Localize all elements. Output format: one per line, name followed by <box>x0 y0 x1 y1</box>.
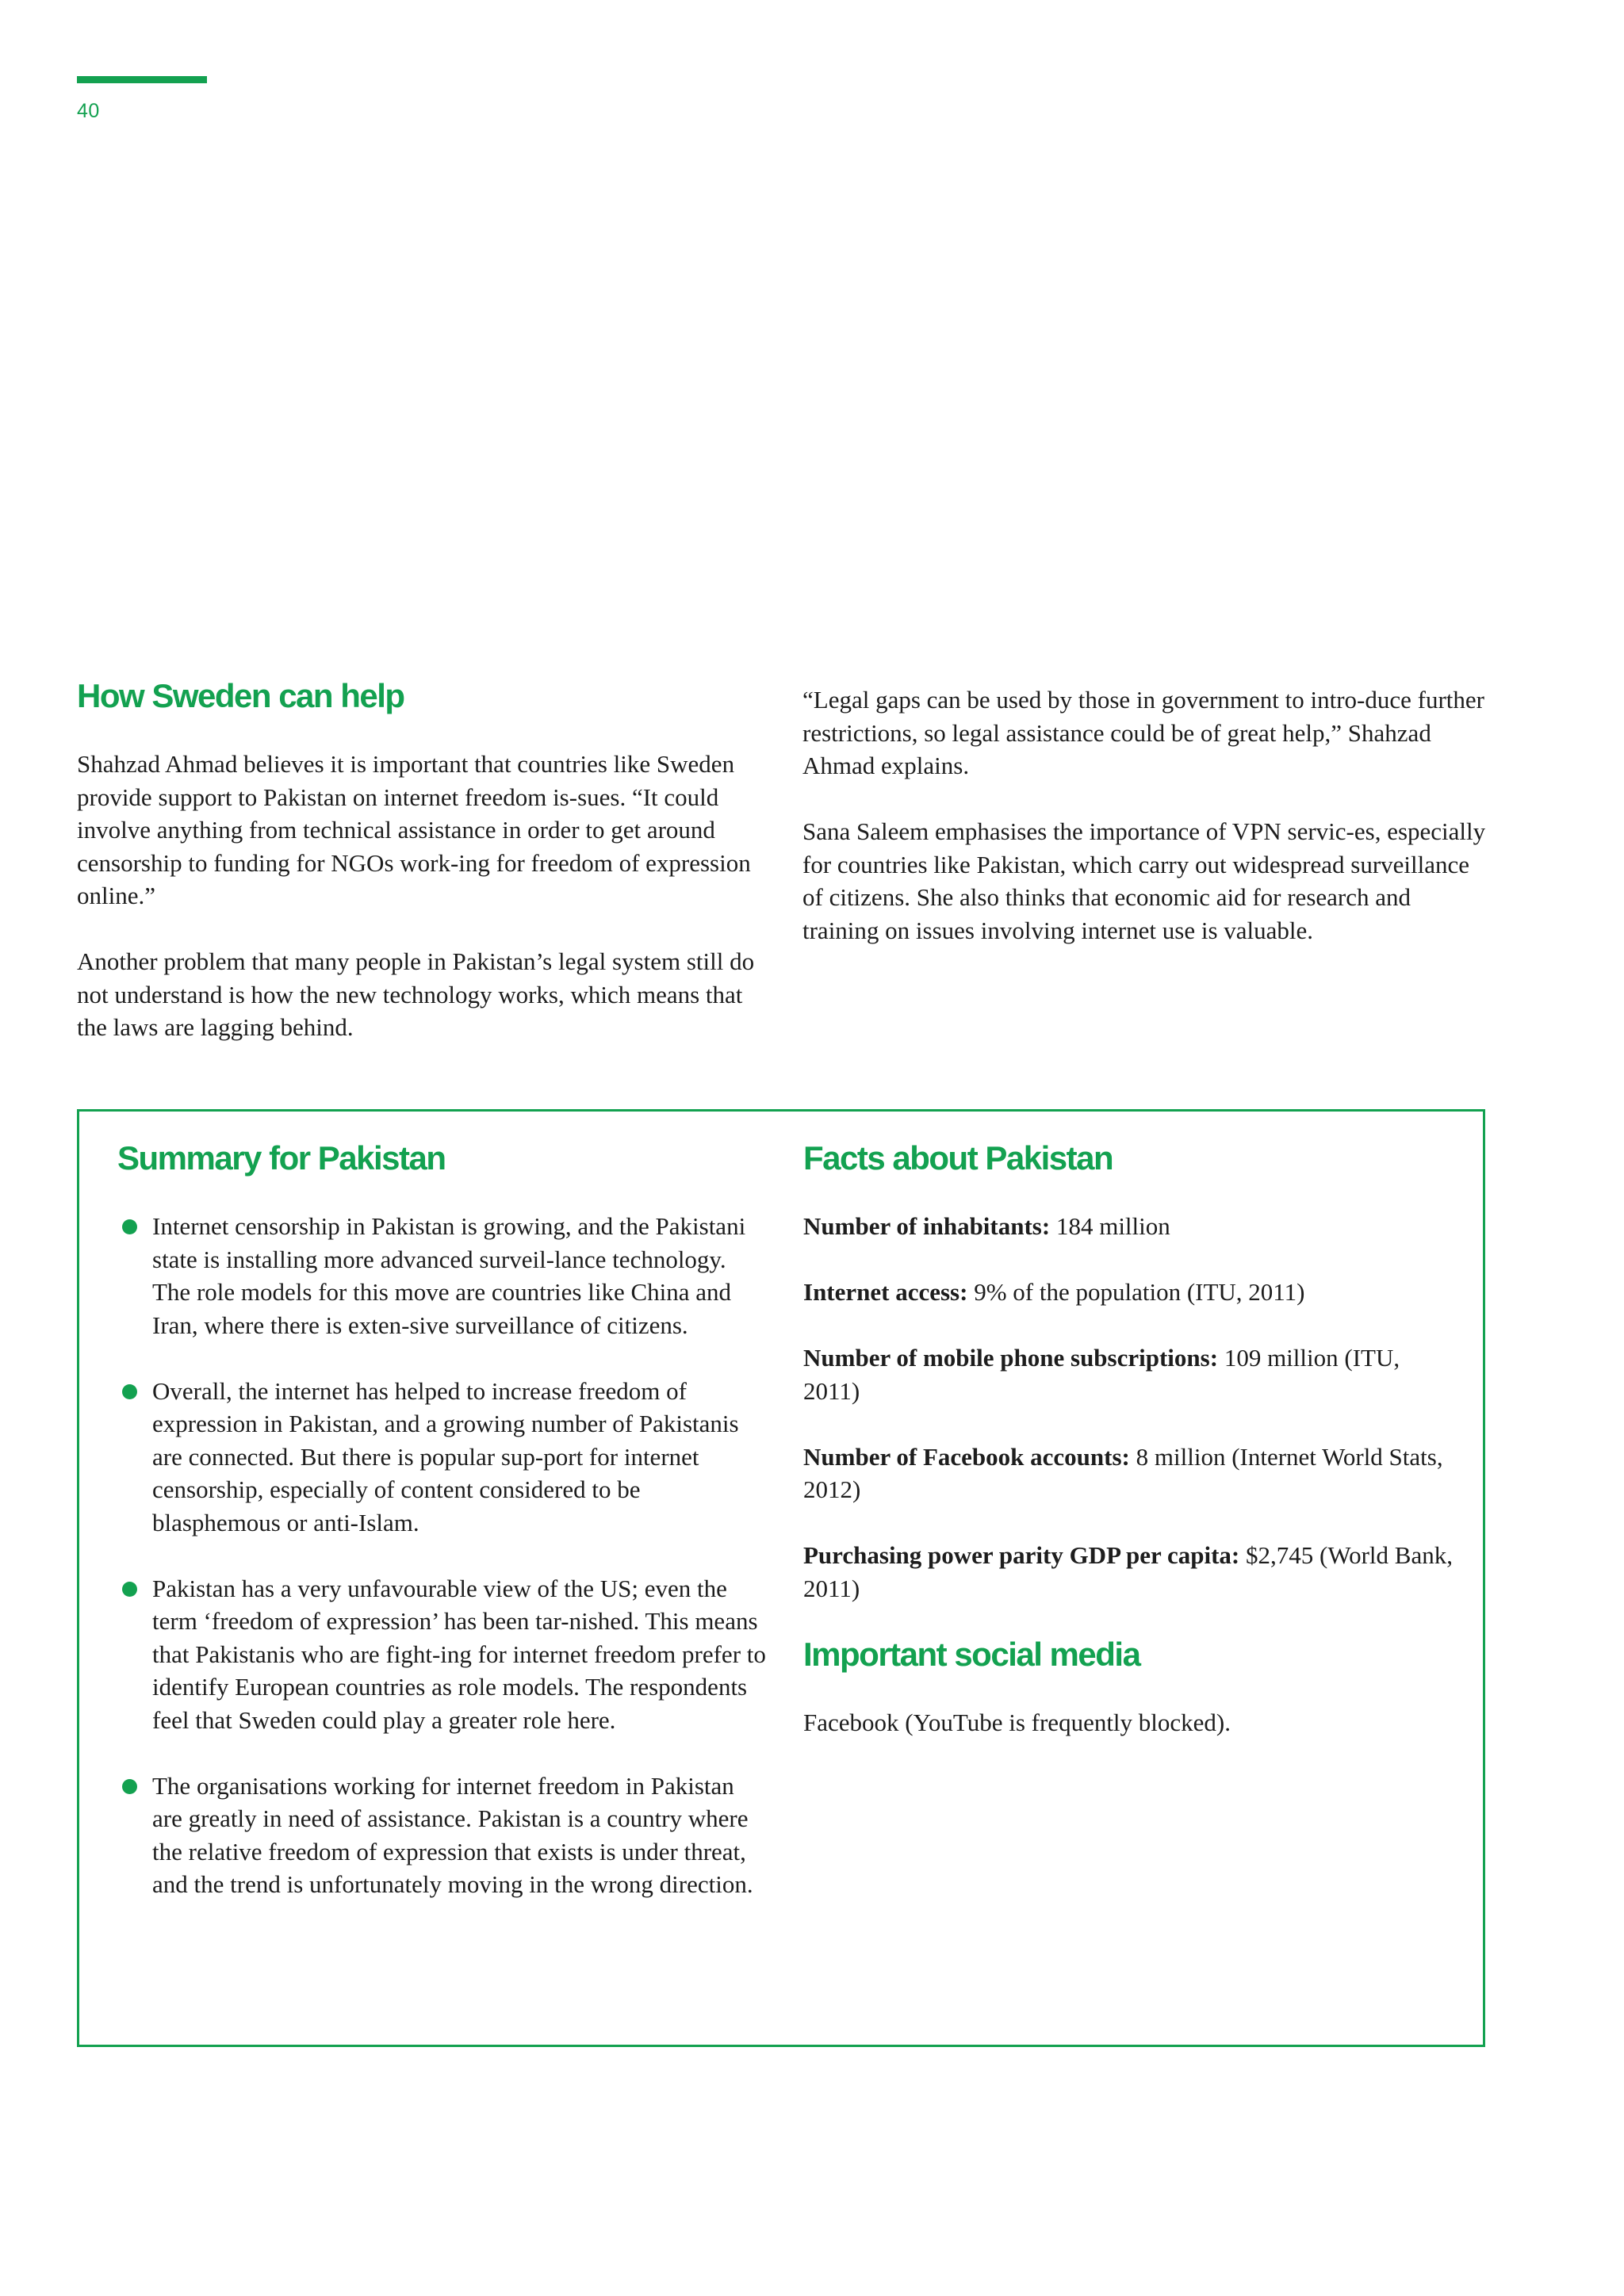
summary-bullet-text: Overall, the internet has helped to increase freedom of expression in Pakistan, and a growing number of Pakistanis are connected. But there is popular sup-port for internet censorship, especially of content considered to be blasphemous or anti-Islam. <box>152 1376 739 1536</box>
social-media-heading: Important social media <box>803 1635 1140 1673</box>
fact-label: Number of Facebook accounts: <box>803 1442 1130 1471</box>
summary-bullet <box>117 1770 768 1901</box>
summary-bullet <box>117 1210 768 1341</box>
page-number: 40 <box>77 100 100 122</box>
fact-label: Purchasing power parity GDP per capita: <box>803 1541 1240 1570</box>
summary-bullet <box>117 1572 768 1737</box>
summary-bullet-list <box>117 1210 768 1901</box>
how-sweden-paragraph: Shahzad Ahmad believes it is important that countries like Sweden provide support to Pakistan on internet freedom is-sues. “It could involve anything from technical assistance in order to get around censorship to funding for NGOs work-ing for freedom of expression online.” <box>77 750 751 910</box>
facts-list <box>803 1210 1454 1605</box>
page-header-rule <box>77 76 207 83</box>
fact-label: Number of mobile phone subscriptions: <box>803 1344 1219 1372</box>
summary-bullet-text: The organisations working for internet freedom in Pakistan are greatly in need of assistance. Pakistan is a country where the relative freedom of expression that exists is under threat, and the trend is unfortunately moving in the wrong direction. <box>152 1771 753 1899</box>
bullet-dot-icon <box>122 1582 137 1597</box>
how-sweden-paragraph: Another problem that many people in Pakistan’s legal system still do not understand is how the new technology works, which means that the laws are lagging behind. <box>77 947 755 1042</box>
how-sweden-heading: How Sweden can help <box>77 677 404 714</box>
facts-column <box>803 1140 1454 1739</box>
summary-facts-box <box>77 1109 1485 2047</box>
how-sweden-paragraph: “Legal gaps can be used by those in government to intro-duce further restrictions, so legal assistance could be of great help,” Shahzad Ahmad explains. <box>802 686 1484 779</box>
fact-value: 184 million <box>1050 1212 1170 1241</box>
fact-value: 8 million (Internet World Stats, 2012) <box>803 1442 1443 1504</box>
summary-column <box>117 1140 768 1934</box>
bullet-dot-icon <box>122 1219 137 1234</box>
bullet-dot-icon <box>122 1779 137 1794</box>
fact-item <box>803 1539 1454 1605</box>
summary-bullet <box>117 1375 768 1540</box>
bullet-dot-icon <box>122 1384 137 1399</box>
fact-item <box>803 1441 1454 1506</box>
summary-bullet-text: Pakistan has a very unfavourable view of the US; even the term ‘freedom of expression’ has been tar-nished. This means that Pakistanis who are fight-ing for internet freedom prefer to identify European countries as role models. The respondents feel that Sweden could play a greater role here. <box>152 1574 766 1734</box>
fact-item <box>803 1210 1454 1243</box>
fact-item <box>803 1341 1454 1407</box>
how-sweden-paragraph: Sana Saleem emphasises the importance of VPN servic-es, especially for countries like Pakistan, which carry out widespread surveillance of citizens. She also thinks that economic aid for research and training on issues involving internet use is valuable. <box>802 817 1486 944</box>
fact-value: 109 million (ITU, 2011) <box>803 1344 1400 1405</box>
fact-label: Number of inhabitants: <box>803 1212 1051 1241</box>
how-sweden-right-column <box>802 683 1492 947</box>
fact-value: $2,745 (World Bank, 2011) <box>803 1541 1453 1602</box>
summary-bullet-text: Internet censorship in Pakistan is growing, and the Pakistani state is installing more advanced surveil-lance technology. The role models for this move are countries like China and Iran, where there is exten-sive surveillance of citizens. <box>152 1212 746 1339</box>
summary-heading: Summary for Pakistan <box>117 1139 446 1177</box>
fact-label: Internet access: <box>803 1278 968 1307</box>
social-media-text: Facebook (YouTube is frequently blocked). <box>803 1708 1231 1736</box>
facts-heading: Facts about Pakistan <box>803 1139 1113 1177</box>
how-sweden-left-column <box>77 678 767 1044</box>
fact-value: 9% of the population (ITU, 2011) <box>967 1278 1305 1307</box>
fact-item <box>803 1276 1454 1309</box>
